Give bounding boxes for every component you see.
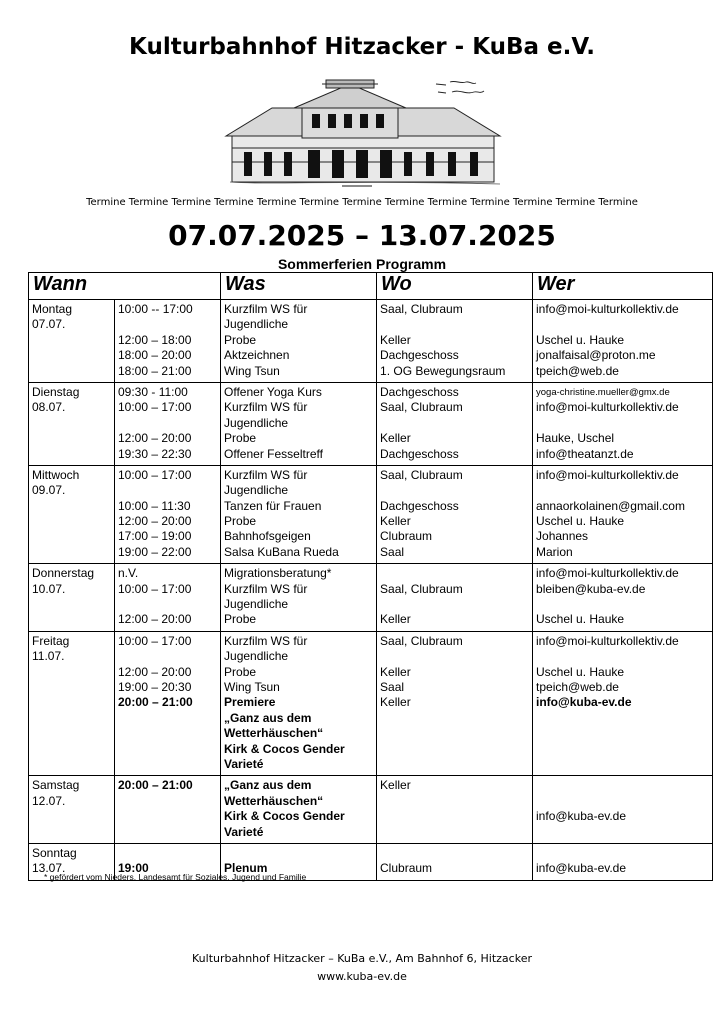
event-entry: Premiere — [224, 695, 276, 710]
table-row — [29, 564, 713, 632]
contact-entry — [536, 317, 709, 332]
contact-entry: bleiben@kuba-ev.de — [536, 581, 646, 596]
day-date: 12.07. — [32, 793, 66, 808]
day-cell — [29, 776, 115, 844]
footer-address: Kulturbahnhof Hitzacker – KuBa e.V., Am Bahnhof 6, Hitzacker — [192, 952, 532, 965]
table-row — [29, 382, 713, 465]
time-entry — [118, 597, 217, 612]
footer-website: www.kuba-ev.de — [317, 970, 407, 983]
event-entry: Wing Tsun — [224, 363, 280, 378]
time-entry: 10:00 – 17:00 — [118, 581, 192, 596]
time-entry: 10:00 – 17:00 — [118, 467, 192, 482]
wer-cell — [533, 776, 713, 844]
contact-entry: tpeich@web.de — [536, 363, 619, 378]
event-entry: Kurzfilm WS für — [224, 633, 308, 648]
wer-cell — [533, 465, 713, 563]
contact-entry: Uschel u. Hauke — [536, 612, 625, 627]
page-title: Kulturbahnhof Hitzacker - KuBa e.V. — [129, 34, 595, 60]
wo-cell — [377, 631, 533, 776]
location-entry: Dachgeschoss — [380, 384, 459, 399]
location-entry — [380, 597, 529, 612]
location-entry — [380, 566, 529, 581]
event-entry: Probe — [224, 514, 257, 529]
location-entry: Saal, Clubraum — [380, 400, 463, 415]
contact-entry: info@moi-kulturkollektiv.de — [536, 633, 679, 648]
location-entry: Keller — [380, 431, 411, 446]
location-entry: Keller — [380, 695, 411, 710]
contact-entry: tpeich@web.de — [536, 679, 619, 694]
event-entry: Offener Fesseltreff — [224, 446, 323, 461]
location-entry — [380, 649, 529, 664]
day-name: Sonntag — [32, 845, 77, 860]
contact-entry: yoga-christine.mueller@gmx.de — [536, 386, 670, 398]
time-entry: 09:30 - 11:00 — [118, 384, 188, 399]
contact-entry — [536, 597, 709, 612]
location-entry: 1. OG Bewegungsraum — [380, 363, 506, 378]
contact-entry: Marion — [536, 544, 573, 559]
time-entry: 19:30 – 22:30 — [118, 446, 192, 461]
header-wo: Wo — [377, 273, 533, 300]
contact-entry — [536, 794, 709, 809]
was-cell — [221, 564, 377, 632]
day-cell — [29, 300, 115, 383]
time-entry — [118, 649, 217, 664]
event-entry: Kurzfilm WS für — [224, 400, 308, 415]
event-entry: Kurzfilm WS für — [224, 302, 308, 316]
time-entry: 20:00 – 21:00 — [118, 695, 193, 710]
time-entry — [118, 846, 217, 861]
contact-entry — [536, 483, 709, 498]
location-entry: Saal, Clubraum — [380, 633, 463, 648]
event-entry: Kurzfilm WS für — [224, 581, 308, 596]
location-entry: Keller — [380, 664, 411, 679]
table-row — [29, 631, 713, 776]
page-footer — [0, 950, 724, 986]
event-entry: Wing Tsun — [224, 679, 280, 694]
time-entry: 18:00 – 20:00 — [118, 348, 192, 363]
day-cell — [29, 564, 115, 632]
location-entry: Dachgeschoss — [380, 498, 459, 513]
event-entry: „Ganz aus dem — [224, 710, 312, 725]
contact-entry — [536, 778, 709, 793]
contact-entry: info@moi-kulturkollektiv.de — [536, 566, 679, 581]
contact-entry: info@theatanzt.de — [536, 446, 634, 461]
time-cell — [115, 382, 221, 465]
time-entry: 12:00 – 20:00 — [118, 431, 192, 446]
event-entry: „Ganz aus dem — [224, 778, 312, 793]
time-cell — [115, 564, 221, 632]
location-entry: Saal, Clubraum — [380, 302, 463, 316]
day-name: Samstag — [32, 778, 80, 793]
location-entry — [380, 483, 529, 498]
day-name: Donnerstag — [32, 566, 95, 581]
table-row — [29, 300, 713, 383]
time-entry: 12:00 – 20:00 — [118, 612, 192, 627]
event-entry: Jugendliche — [224, 597, 289, 612]
header-was: Was — [221, 273, 377, 300]
day-cell — [29, 465, 115, 563]
schedule-table — [28, 272, 713, 881]
day-name: Freitag — [32, 633, 70, 648]
table-row — [29, 465, 713, 563]
wo-cell — [377, 843, 533, 880]
header-row — [29, 273, 713, 300]
termine-banner: Termine Termine Termine Termine Termine Termine Termine Termine Termine Termine Termine Termine Termine — [86, 197, 638, 208]
table-row — [29, 776, 713, 844]
location-entry: Saal, Clubraum — [380, 581, 463, 596]
time-entry: 18:00 – 21:00 — [118, 363, 192, 378]
event-entry: Aktzeichnen — [224, 348, 290, 363]
contact-entry — [536, 416, 709, 431]
location-entry: Keller — [380, 514, 411, 529]
wer-cell — [533, 631, 713, 776]
time-cell — [115, 300, 221, 383]
event-entry: Offener Yoga Kurs — [224, 384, 322, 399]
time-cell — [115, 776, 221, 844]
time-entry: 10:00 – 11:30 — [118, 498, 191, 513]
contact-entry: info@kuba-ev.de — [536, 809, 627, 824]
location-entry — [380, 317, 529, 332]
time-entry: 12:00 – 20:00 — [118, 664, 192, 679]
was-cell — [221, 300, 377, 383]
day-date: 10.07. — [32, 581, 66, 596]
event-entry: Wetterhäuschen“ — [224, 726, 324, 741]
time-entry: 10:00 – 17:00 — [118, 633, 192, 648]
contact-entry: Uschel u. Hauke — [536, 332, 625, 347]
contact-entry — [536, 846, 709, 861]
location-entry — [380, 416, 529, 431]
location-entry — [380, 846, 529, 861]
contact-entry: annaorkolainen@gmail.com — [536, 498, 685, 513]
day-name: Dienstag — [32, 384, 80, 399]
location-entry: Keller — [380, 778, 411, 793]
location-entry: Saal — [380, 544, 405, 559]
day-cell — [29, 631, 115, 776]
contact-entry: info@moi-kulturkollektiv.de — [536, 467, 679, 482]
event-entry: Tanzen für Frauen — [224, 498, 322, 513]
event-entry: Plenum — [224, 861, 268, 876]
train-station-sketch — [222, 78, 504, 190]
event-entry: Jugendliche — [224, 317, 289, 332]
contact-entry — [536, 649, 709, 664]
time-entry: 19:00 — [118, 861, 149, 876]
event-entry: Kirk & Cocos Gender — [224, 809, 345, 824]
contact-entry: info@moi-kulturkollektiv.de — [536, 302, 679, 316]
time-entry: 20:00 – 21:00 — [118, 778, 193, 793]
wo-cell — [377, 465, 533, 563]
event-entry: Jugendliche — [224, 415, 289, 430]
time-entry: 19:00 – 22:00 — [118, 544, 192, 559]
time-entry: 10:00 – 17:00 — [118, 400, 192, 415]
day-name: Mittwoch — [32, 467, 80, 482]
contact-entry: info@kuba-ev.de — [536, 861, 627, 876]
wo-cell — [377, 776, 533, 844]
event-entry: Salsa KuBana Rueda — [224, 544, 339, 559]
wer-cell — [533, 564, 713, 632]
wo-cell — [377, 564, 533, 632]
time-entry — [118, 416, 217, 431]
wo-cell — [377, 382, 533, 465]
location-entry: Keller — [380, 612, 411, 627]
day-date: 07.07. — [32, 317, 66, 332]
location-entry: Clubraum — [380, 861, 433, 876]
location-entry: Dachgeschoss — [380, 446, 459, 461]
wer-cell — [533, 843, 713, 880]
event-entry: Migrationsberatung* — [224, 566, 332, 581]
time-entry: 19:00 – 20:30 — [118, 679, 192, 694]
event-entry: Jugendliche — [224, 649, 289, 664]
was-cell — [221, 631, 377, 776]
event-entry: Probe — [224, 431, 257, 446]
wer-cell — [533, 300, 713, 383]
event-entry: Probe — [224, 612, 257, 627]
time-cell — [115, 465, 221, 563]
day-cell — [29, 382, 115, 465]
time-entry: n.V. — [118, 566, 139, 581]
day-date: 09.07. — [32, 483, 66, 498]
date-range: 07.07.2025 – 13.07.2025 — [168, 219, 556, 252]
was-cell — [221, 465, 377, 563]
program-subtitle: Sommerferien Programm — [277, 256, 447, 272]
time-cell — [115, 631, 221, 776]
time-entry — [118, 483, 217, 498]
contact-entry: info@moi-kulturkollektiv.de — [536, 400, 679, 415]
location-entry: Saal, Clubraum — [380, 467, 463, 482]
contact-entry: Hauke, Uschel — [536, 431, 615, 446]
event-entry: Varieté — [224, 756, 264, 771]
contact-entry: Johannes — [536, 529, 589, 544]
contact-entry: Uschel u. Hauke — [536, 664, 625, 679]
event-entry: Varieté — [224, 824, 264, 839]
day-date: 11.07. — [32, 649, 65, 664]
location-entry: Clubraum — [380, 529, 433, 544]
wer-cell — [533, 382, 713, 465]
was-cell — [221, 776, 377, 844]
event-entry: Probe — [224, 332, 257, 347]
event-entry: Jugendliche — [224, 483, 289, 498]
header-wer: Wer — [533, 273, 713, 300]
day-name: Montag — [32, 302, 73, 316]
event-entry: Bahnhofsgeigen — [224, 529, 311, 544]
event-entry: Probe — [224, 664, 257, 679]
wo-cell — [377, 300, 533, 383]
event-entry: Wetterhäuschen“ — [224, 793, 324, 808]
event-entry: Kurzfilm WS für — [224, 467, 308, 482]
day-date: 08.07. — [32, 400, 66, 415]
location-entry: Saal — [380, 679, 405, 694]
time-entry — [118, 317, 217, 332]
time-entry: 10:00 -- 17:00 — [118, 302, 193, 316]
location-entry: Dachgeschoss — [380, 348, 459, 363]
header-wann: Wann — [29, 273, 221, 300]
time-entry: 12:00 – 18:00 — [118, 332, 192, 347]
event-entry: Kirk & Cocos Gender — [224, 741, 345, 756]
footnote: * gefördert vom Nieders. Landesamt für Soziales, Jugend und Familie — [44, 872, 307, 882]
contact-entry: info@kuba-ev.de — [536, 695, 632, 710]
event-entry — [224, 846, 373, 861]
time-entry: 12:00 – 20:00 — [118, 514, 192, 529]
contact-entry: Uschel u. Hauke — [536, 514, 625, 529]
time-entry: 17:00 – 19:00 — [118, 529, 192, 544]
day-date: 13.07. — [32, 861, 66, 876]
location-entry: Keller — [380, 332, 411, 347]
was-cell — [221, 382, 377, 465]
contact-entry: jonalfaisal@proton.me — [536, 348, 656, 363]
